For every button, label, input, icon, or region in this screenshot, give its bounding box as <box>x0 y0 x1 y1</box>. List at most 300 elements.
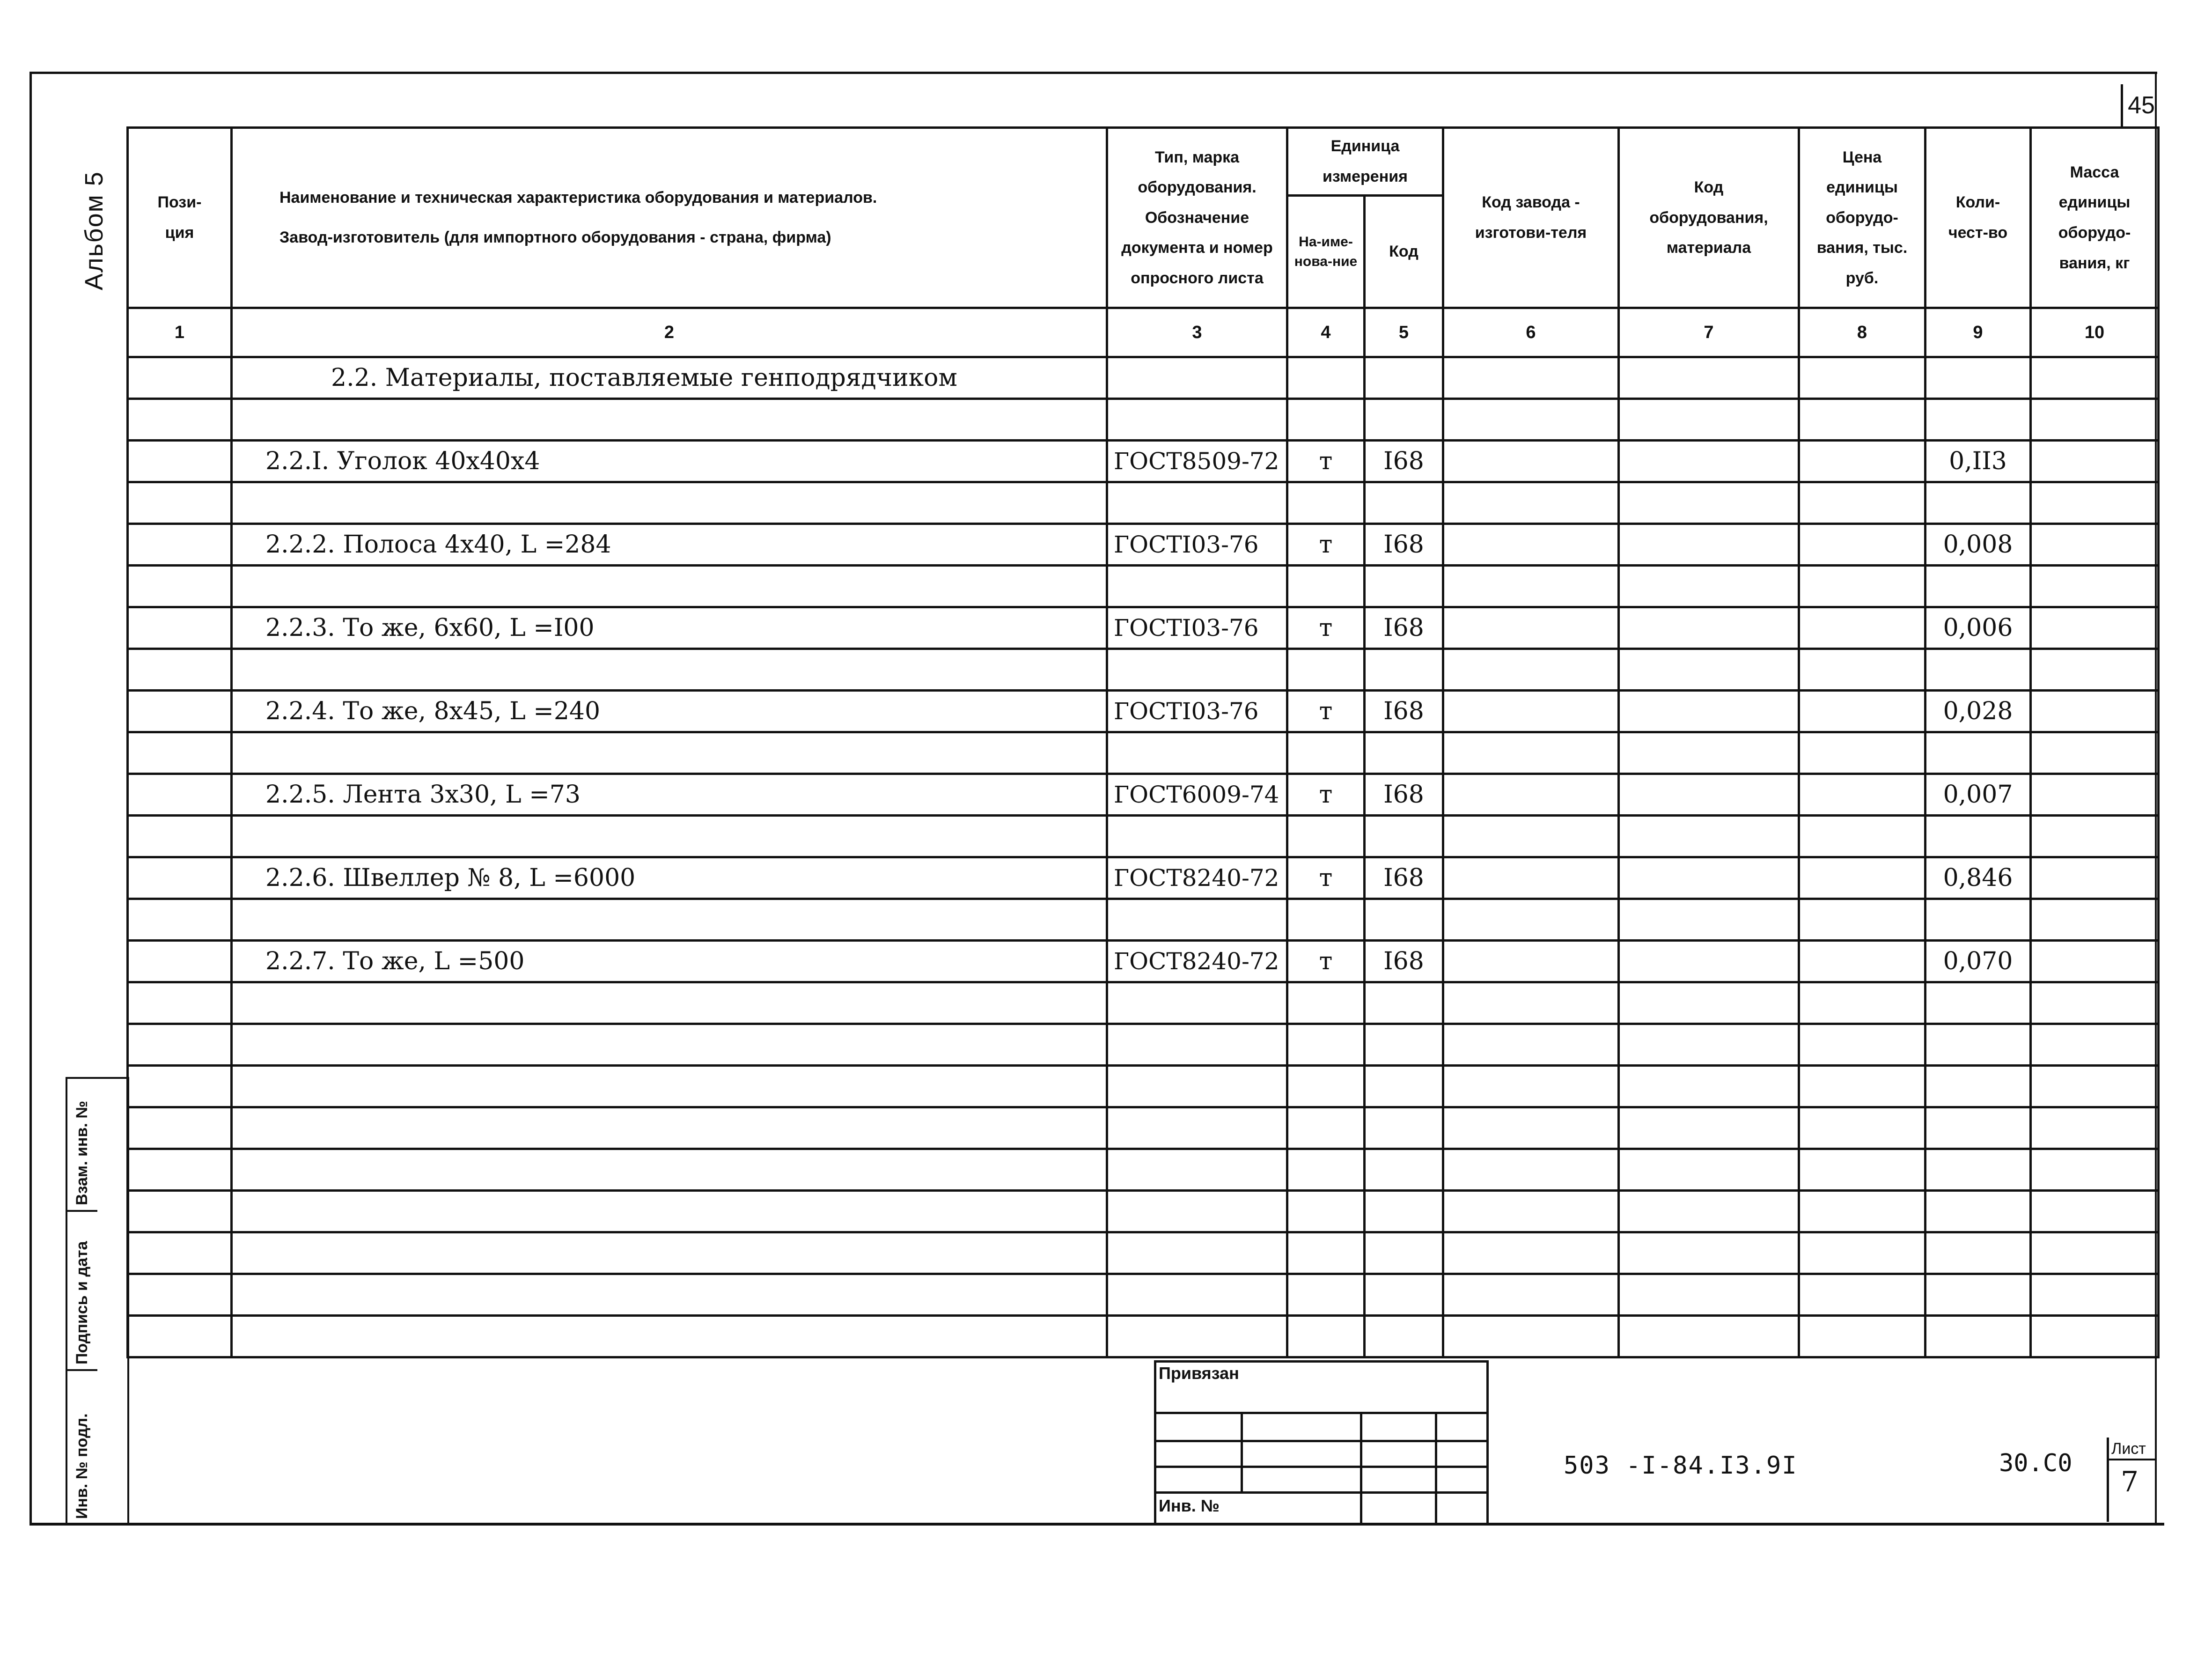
empty-cell <box>1443 1316 1619 1357</box>
empty-cell <box>1287 1191 1365 1232</box>
empty-cell <box>1925 649 2031 691</box>
empty-cell <box>232 982 1107 1024</box>
empty-cell <box>1443 399 1619 441</box>
column-number: 10 <box>2031 308 2159 357</box>
empty-cell <box>1365 899 1443 941</box>
item-doc: ГОСТ8240-72 <box>1107 941 1287 982</box>
empty-cell <box>232 816 1107 857</box>
empty-cell <box>1799 1107 1925 1149</box>
header-name <box>232 128 1107 308</box>
empty-cell <box>128 1107 232 1149</box>
table-row <box>128 941 2159 982</box>
table-row <box>128 857 2159 899</box>
item-mass <box>2031 941 2159 982</box>
empty-cell <box>1925 399 2031 441</box>
empty-cell <box>1107 649 1287 691</box>
item-material-code <box>1619 607 1799 649</box>
empty-row <box>128 1232 2159 1274</box>
item-quantity: 0,006 <box>1925 607 2031 649</box>
item-mass <box>2031 441 2159 482</box>
empty-cell <box>1107 357 1287 399</box>
item-price <box>1799 774 1925 816</box>
empty-cell <box>1799 482 1925 524</box>
empty-cell <box>1107 1149 1287 1191</box>
empty-cell <box>2031 899 2159 941</box>
position-cell <box>128 607 232 649</box>
empty-row <box>128 982 2159 1024</box>
empty-cell <box>2031 816 2159 857</box>
tb-line <box>1486 1360 1489 1523</box>
item-mass <box>2031 607 2159 649</box>
item-name: 2.2.4. То же, 8х45, L =240 <box>232 691 1107 732</box>
item-doc: ГОСТI03-76 <box>1107 691 1287 732</box>
tb-line <box>1360 1412 1362 1523</box>
empty-row <box>128 1149 2159 1191</box>
tb-line <box>1435 1412 1437 1523</box>
empty-cell <box>1925 566 2031 607</box>
header-name-line1: Наименование и техническая характеристика оборудования и материалов. <box>279 189 877 207</box>
empty-cell <box>128 1232 232 1274</box>
empty-cell <box>1799 1274 1925 1316</box>
empty-cell <box>128 1149 232 1191</box>
empty-cell <box>1287 649 1365 691</box>
empty-cell <box>1799 649 1925 691</box>
column-number-row <box>128 308 2159 357</box>
empty-cell <box>2031 1316 2159 1357</box>
item-doc: ГОСТ8240-72 <box>1107 857 1287 899</box>
empty-cell <box>1619 482 1799 524</box>
position-cell <box>128 941 232 982</box>
empty-cell <box>2031 1274 2159 1316</box>
header-mass: Масса единицы оборудо-вания, кг <box>2031 128 2159 308</box>
empty-cell <box>1925 482 2031 524</box>
item-name: 2.2.5. Лента 3х30, L =73 <box>232 774 1107 816</box>
position-cell <box>128 774 232 816</box>
empty-cell <box>2031 1232 2159 1274</box>
empty-row <box>128 1107 2159 1149</box>
empty-cell <box>1799 566 1925 607</box>
item-unit-code: I68 <box>1365 941 1443 982</box>
item-unit: т <box>1287 941 1365 982</box>
side-stamp-strip <box>66 1077 129 1526</box>
empty-cell <box>1925 816 2031 857</box>
empty-cell <box>1365 1316 1443 1357</box>
empty-cell <box>1619 1191 1799 1232</box>
empty-cell <box>128 1066 232 1107</box>
column-number: 7 <box>1619 308 1799 357</box>
empty-cell <box>1925 1107 2031 1149</box>
empty-cell <box>1619 399 1799 441</box>
empty-cell <box>232 399 1107 441</box>
empty-cell <box>1107 982 1287 1024</box>
empty-row <box>128 566 2159 607</box>
table-row <box>128 524 2159 566</box>
empty-cell <box>232 1024 1107 1066</box>
header-row <box>128 128 2159 196</box>
item-unit: т <box>1287 441 1365 482</box>
table-row <box>128 607 2159 649</box>
item-material-code <box>1619 857 1799 899</box>
empty-cell <box>1799 1149 1925 1191</box>
empty-cell <box>1443 1274 1619 1316</box>
frame-top-line <box>29 72 2157 74</box>
empty-cell <box>1925 1316 2031 1357</box>
empty-cell <box>1619 1274 1799 1316</box>
item-unit-code: I68 <box>1365 857 1443 899</box>
stamp-podpis: Подпись и дата <box>73 1241 91 1364</box>
stamp-vzam-inv: Взам. инв. № <box>73 1100 91 1205</box>
position-cell <box>128 691 232 732</box>
item-unit-code: I68 <box>1365 774 1443 816</box>
item-name: 2.2.I. Уголок 40х40х4 <box>232 441 1107 482</box>
empty-row <box>128 732 2159 774</box>
empty-cell <box>1365 732 1443 774</box>
item-plant-code <box>1443 441 1619 482</box>
header-unit-code: Код <box>1365 196 1443 308</box>
item-name: 2.2.7. То же, L =500 <box>232 941 1107 982</box>
empty-row <box>128 1024 2159 1066</box>
empty-cell <box>1799 1066 1925 1107</box>
empty-cell <box>1799 816 1925 857</box>
item-name: 2.2.3. То же, 6х60, L =I00 <box>232 607 1107 649</box>
empty-cell <box>1619 357 1799 399</box>
item-material-code <box>1619 774 1799 816</box>
empty-cell <box>1443 1191 1619 1232</box>
empty-cell <box>1443 1149 1619 1191</box>
empty-cell <box>1287 1024 1365 1066</box>
empty-cell <box>1107 1274 1287 1316</box>
item-name: 2.2.6. Швеллер № 8, L =6000 <box>232 857 1107 899</box>
item-unit-code: I68 <box>1365 607 1443 649</box>
item-mass <box>2031 774 2159 816</box>
empty-cell <box>1287 1066 1365 1107</box>
empty-cell <box>1799 732 1925 774</box>
stamp-cell-inv <box>67 1369 97 1524</box>
item-unit-code: I68 <box>1365 524 1443 566</box>
empty-cell <box>1287 982 1365 1024</box>
empty-cell <box>1287 1107 1365 1149</box>
item-material-code <box>1619 691 1799 732</box>
empty-cell <box>232 1274 1107 1316</box>
item-doc: ГОСТ6009-74 <box>1107 774 1287 816</box>
empty-cell <box>232 732 1107 774</box>
item-quantity: 0,846 <box>1925 857 2031 899</box>
empty-cell <box>128 649 232 691</box>
empty-cell <box>1107 399 1287 441</box>
empty-cell <box>1443 816 1619 857</box>
empty-cell <box>1443 1024 1619 1066</box>
empty-cell <box>1365 1274 1443 1316</box>
tb-inv-no: Инв. № <box>1159 1496 1220 1515</box>
empty-row <box>128 649 2159 691</box>
empty-cell <box>1925 1274 2031 1316</box>
empty-cell <box>1619 1024 1799 1066</box>
empty-cell <box>1799 982 1925 1024</box>
item-quantity: 0,070 <box>1925 941 2031 982</box>
empty-cell <box>1619 1232 1799 1274</box>
empty-cell <box>2031 1149 2159 1191</box>
header-position: Пози- ция <box>128 128 232 308</box>
column-number: 9 <box>1925 308 2031 357</box>
empty-cell <box>2031 1191 2159 1232</box>
position-cell <box>128 524 232 566</box>
empty-cell <box>1619 816 1799 857</box>
empty-cell <box>1107 1107 1287 1149</box>
empty-cell <box>1443 566 1619 607</box>
empty-cell <box>1925 1024 2031 1066</box>
position-cell <box>128 357 232 399</box>
empty-cell <box>1107 1191 1287 1232</box>
item-quantity: 0,II3 <box>1925 441 2031 482</box>
empty-cell <box>1365 649 1443 691</box>
section-row <box>128 357 2159 399</box>
empty-cell <box>2031 1024 2159 1066</box>
empty-cell <box>1107 1232 1287 1274</box>
frame-bottom-line <box>29 1523 2164 1526</box>
empty-cell <box>232 1316 1107 1357</box>
item-unit: т <box>1287 857 1365 899</box>
empty-cell <box>1365 566 1443 607</box>
sheet-number: 7 <box>2121 1466 2139 1498</box>
empty-cell <box>1443 1232 1619 1274</box>
column-number: 4 <box>1287 308 1365 357</box>
empty-cell <box>1799 1232 1925 1274</box>
empty-cell <box>232 1232 1107 1274</box>
tb-line <box>1154 1360 1486 1363</box>
item-quantity: 0,028 <box>1925 691 2031 732</box>
item-mass <box>2031 691 2159 732</box>
column-number: 5 <box>1365 308 1443 357</box>
empty-cell <box>1365 1191 1443 1232</box>
empty-cell <box>1287 482 1365 524</box>
empty-cell <box>1107 566 1287 607</box>
empty-cell <box>2031 982 2159 1024</box>
empty-cell <box>2031 1107 2159 1149</box>
item-price <box>1799 857 1925 899</box>
item-quantity: 0,008 <box>1925 524 2031 566</box>
position-cell <box>128 441 232 482</box>
page-number: 45 <box>2121 84 2160 129</box>
empty-cell <box>1107 899 1287 941</box>
empty-cell <box>1443 982 1619 1024</box>
empty-cell <box>1287 899 1365 941</box>
empty-cell <box>1365 1066 1443 1107</box>
item-plant-code <box>1443 691 1619 732</box>
empty-cell <box>1443 1107 1619 1149</box>
document-revision: 30.С0 <box>1999 1449 2072 1477</box>
empty-cell <box>1107 816 1287 857</box>
column-number: 6 <box>1443 308 1619 357</box>
item-price <box>1799 524 1925 566</box>
item-price <box>1799 941 1925 982</box>
empty-cell <box>1925 357 2031 399</box>
item-material-code <box>1619 941 1799 982</box>
empty-cell <box>2031 482 2159 524</box>
header-material-code: Код оборудования, материала <box>1619 128 1799 308</box>
empty-cell <box>1365 1149 1443 1191</box>
empty-cell <box>1619 1316 1799 1357</box>
item-unit-code: I68 <box>1365 691 1443 732</box>
empty-cell <box>2031 732 2159 774</box>
empty-cell <box>128 816 232 857</box>
empty-cell <box>1287 566 1365 607</box>
empty-row <box>128 399 2159 441</box>
stamp-cell-vzam <box>67 1079 97 1212</box>
column-number: 3 <box>1107 308 1287 357</box>
item-doc: ГОСТI03-76 <box>1107 524 1287 566</box>
empty-cell <box>1107 1316 1287 1357</box>
empty-cell <box>232 1107 1107 1149</box>
document-code: 503 -I-84.I3.9I <box>1564 1452 1798 1480</box>
empty-cell <box>1619 1149 1799 1191</box>
header-quantity: Коли-чест-во <box>1925 128 2031 308</box>
empty-cell <box>128 399 232 441</box>
item-plant-code <box>1443 774 1619 816</box>
empty-cell <box>1619 899 1799 941</box>
empty-cell <box>1107 1024 1287 1066</box>
tb-line <box>1154 1360 1156 1523</box>
item-mass <box>2031 524 2159 566</box>
empty-cell <box>128 1316 232 1357</box>
item-plant-code <box>1443 857 1619 899</box>
empty-cell <box>1287 357 1365 399</box>
empty-row <box>128 1191 2159 1232</box>
sheet-label: Лист <box>2111 1440 2146 1458</box>
item-unit: т <box>1287 607 1365 649</box>
empty-cell <box>128 1191 232 1232</box>
empty-cell <box>1443 649 1619 691</box>
section-title: 2.2. Материалы, поставляемые генподрядчиком <box>232 357 1107 399</box>
empty-cell <box>1443 357 1619 399</box>
empty-cell <box>1365 816 1443 857</box>
empty-cell <box>128 482 232 524</box>
empty-cell <box>1287 399 1365 441</box>
empty-cell <box>128 899 232 941</box>
item-price <box>1799 691 1925 732</box>
item-quantity: 0,007 <box>1925 774 2031 816</box>
empty-cell <box>232 566 1107 607</box>
empty-cell <box>1287 732 1365 774</box>
empty-cell <box>2031 399 2159 441</box>
table-row <box>128 774 2159 816</box>
empty-cell <box>1287 816 1365 857</box>
empty-cell <box>1619 649 1799 691</box>
empty-cell <box>1925 899 2031 941</box>
empty-cell <box>1925 1232 2031 1274</box>
empty-cell <box>1287 1316 1365 1357</box>
empty-row <box>128 482 2159 524</box>
empty-row <box>128 1066 2159 1107</box>
item-mass <box>2031 857 2159 899</box>
tb-line <box>1241 1412 1243 1494</box>
item-doc: ГОСТ8509-72 <box>1107 441 1287 482</box>
empty-cell <box>128 982 232 1024</box>
empty-cell <box>1925 1066 2031 1107</box>
header-type: Тип, марка оборудования. Обозначение документа и номер опросного листа <box>1107 128 1287 308</box>
item-plant-code <box>1443 607 1619 649</box>
empty-cell <box>1799 1024 1925 1066</box>
empty-cell <box>1443 1066 1619 1107</box>
item-unit: т <box>1287 691 1365 732</box>
empty-cell <box>2031 357 2159 399</box>
column-number: 8 <box>1799 308 1925 357</box>
header-unit-group: Единица измерения <box>1287 128 1443 196</box>
empty-cell <box>128 1274 232 1316</box>
empty-cell <box>1799 357 1925 399</box>
empty-cell <box>1365 1107 1443 1149</box>
empty-cell <box>128 566 232 607</box>
empty-cell <box>1619 1107 1799 1149</box>
empty-cell <box>1799 399 1925 441</box>
empty-cell <box>1287 1274 1365 1316</box>
empty-cell <box>232 649 1107 691</box>
table-row <box>128 441 2159 482</box>
empty-cell <box>1619 982 1799 1024</box>
item-price <box>1799 607 1925 649</box>
empty-cell <box>1799 1191 1925 1232</box>
empty-cell <box>232 1191 1107 1232</box>
empty-cell <box>1107 732 1287 774</box>
empty-cell <box>1365 1024 1443 1066</box>
empty-cell <box>2031 566 2159 607</box>
column-number: 1 <box>128 308 232 357</box>
empty-cell <box>1443 899 1619 941</box>
empty-cell <box>1365 399 1443 441</box>
empty-cell <box>1287 1149 1365 1191</box>
header-name-line2: Завод-изготовитель (для импортного оборудования - страна, фирма) <box>279 229 831 246</box>
header-unit-name: На-име-нова-ние <box>1287 196 1365 308</box>
empty-cell <box>232 482 1107 524</box>
empty-cell <box>1619 732 1799 774</box>
empty-cell <box>1443 482 1619 524</box>
item-unit: т <box>1287 524 1365 566</box>
item-unit-code: I68 <box>1365 441 1443 482</box>
item-plant-code <box>1443 941 1619 982</box>
empty-cell <box>1925 982 2031 1024</box>
empty-cell <box>1619 1066 1799 1107</box>
empty-cell <box>1925 732 2031 774</box>
specification-table <box>126 126 2160 1358</box>
empty-cell <box>1443 732 1619 774</box>
empty-cell <box>2031 649 2159 691</box>
empty-cell <box>232 1066 1107 1107</box>
empty-cell <box>128 732 232 774</box>
empty-row <box>128 1316 2159 1357</box>
item-doc: ГОСТI03-76 <box>1107 607 1287 649</box>
empty-cell <box>1365 982 1443 1024</box>
item-unit: т <box>1287 774 1365 816</box>
table-row <box>128 691 2159 732</box>
empty-cell <box>232 899 1107 941</box>
empty-cell <box>1107 1066 1287 1107</box>
empty-cell <box>1365 482 1443 524</box>
empty-cell <box>128 1024 232 1066</box>
empty-row <box>128 816 2159 857</box>
empty-cell <box>1107 482 1287 524</box>
empty-row <box>128 1274 2159 1316</box>
stamp-cell-podpis <box>67 1210 97 1371</box>
album-label: Альбом 5 <box>80 171 108 290</box>
empty-cell <box>1799 899 1925 941</box>
empty-cell <box>1365 357 1443 399</box>
empty-cell <box>1925 1191 2031 1232</box>
header-price: Цена единицы оборудо-вания, тыс. руб. <box>1799 128 1925 308</box>
empty-cell <box>1925 1149 2031 1191</box>
tb-privyazan: Привязан <box>1159 1364 1239 1383</box>
position-cell <box>128 857 232 899</box>
column-number: 2 <box>232 308 1107 357</box>
empty-cell <box>2031 1066 2159 1107</box>
